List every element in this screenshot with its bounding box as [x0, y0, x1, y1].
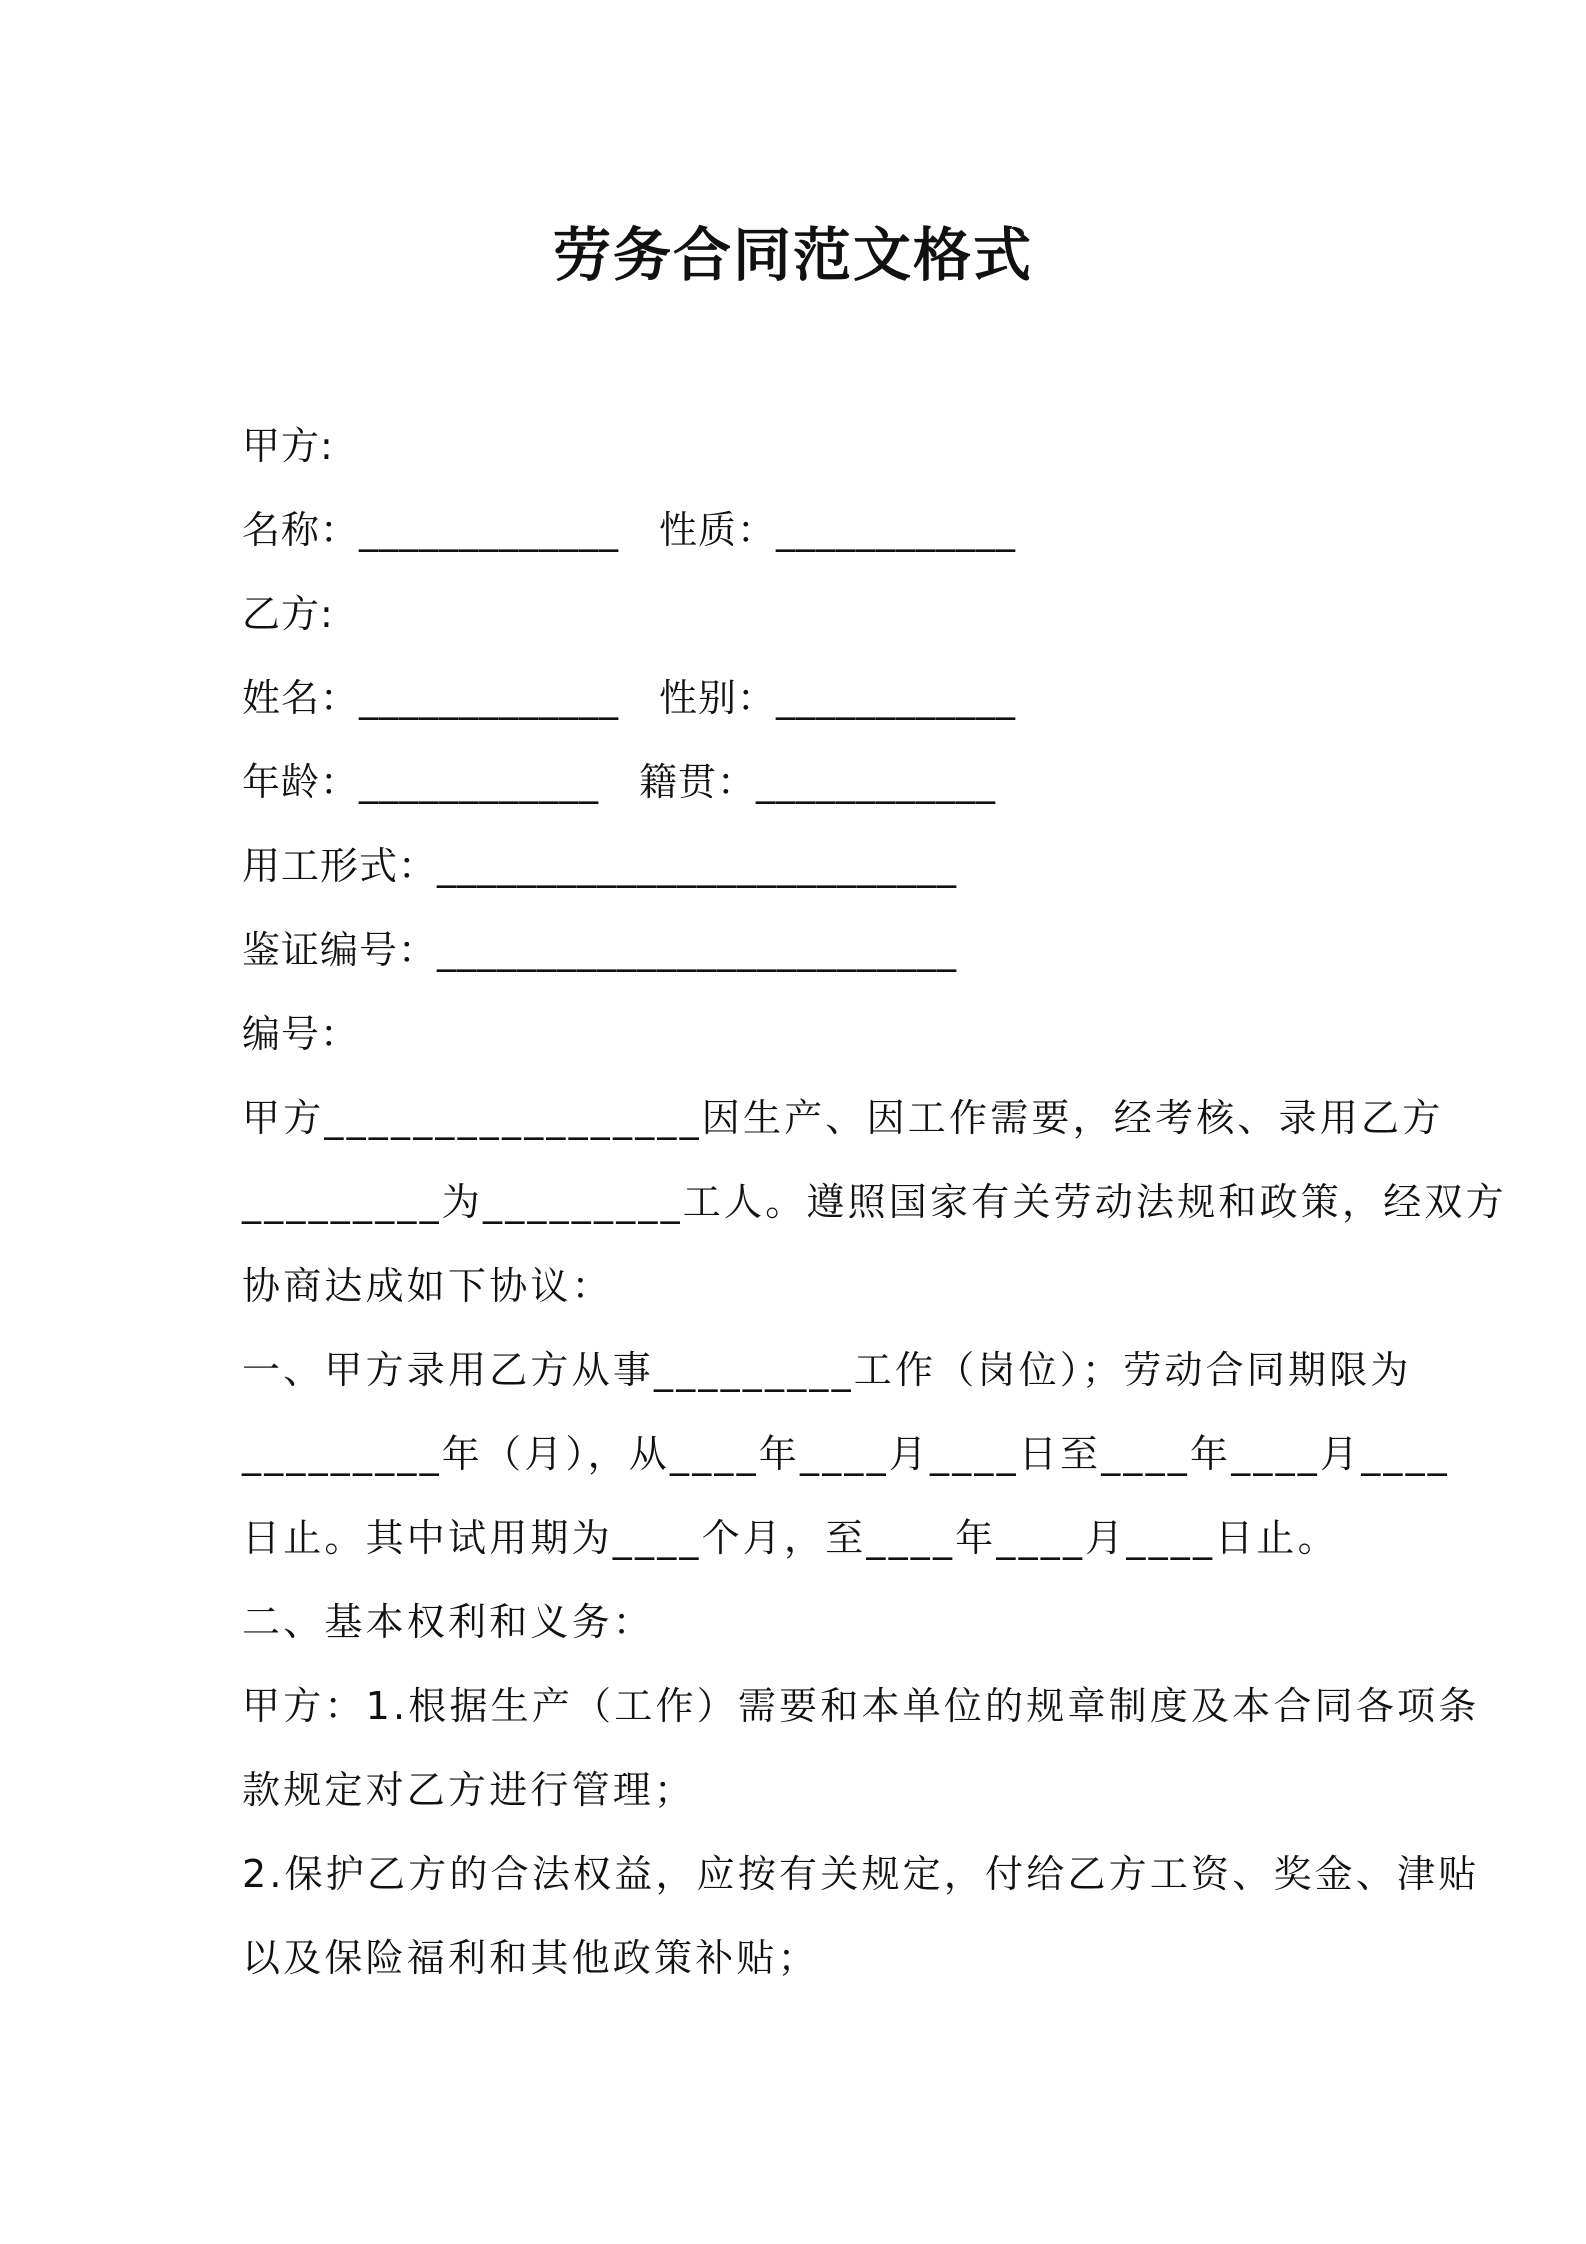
clause-two-line: 甲方：1.根据生产（工作）需要和本单位的规章制度及本合同各项条 [242, 1684, 1480, 1728]
clause-one-line: 日止。其中试用期为____个月，至____年____月____日止。 [242, 1516, 1339, 1560]
paragraph-line: _________为_________工人。遵照国家有关劳动法规和政策，经双方 [242, 1180, 1507, 1224]
number-field: 编号： [242, 1012, 360, 1056]
attestation-number-field: 鉴证编号：__________________________ [242, 928, 958, 972]
paragraph-line: 甲方_________________因生产、因工作需要，经考核、录用乙方 [242, 1096, 1444, 1140]
employment-form-field: 用工形式：__________________________ [242, 844, 958, 888]
clause-two-line: 2.保护乙方的合法权益，应按有关规定，付给乙方工资、奖金、津贴 [242, 1852, 1480, 1896]
age-origin-row [242, 740, 1358, 824]
name-nature-row [242, 488, 1358, 572]
fullname-field: 姓名：_____________ [242, 676, 620, 720]
clause-one-line: _________年（月），从____年____月____日至____年____月____ [242, 1432, 1451, 1476]
paragraph-line: 协商达成如下协议： [242, 1264, 613, 1308]
document-title: 劳务合同范文格式 [552, 221, 1033, 289]
clause-two-line: 款规定对乙方进行管理； [242, 1768, 696, 1812]
document-body [242, 404, 1507, 2000]
clause-one-line: 一、甲方录用乙方从事_________工作（岗位）；劳动合同期限为 [242, 1348, 1412, 1392]
nature-field: 性质：____________ [659, 508, 1017, 552]
party-a-heading: 甲方: [242, 424, 334, 468]
clause-two-heading: 二、基本权利和义务： [242, 1600, 655, 1644]
clause-two-line: 以及保险福利和其他政策补贴； [242, 1936, 819, 1980]
age-field: 年龄：____________ [242, 760, 600, 804]
gender-field: 性别：____________ [659, 676, 1017, 720]
name-field: 名称：_____________ [242, 508, 620, 552]
fullname-gender-row [242, 656, 1358, 740]
native-place-field: 籍贯：____________ [639, 760, 997, 804]
party-b-heading: 乙方: [242, 592, 334, 636]
